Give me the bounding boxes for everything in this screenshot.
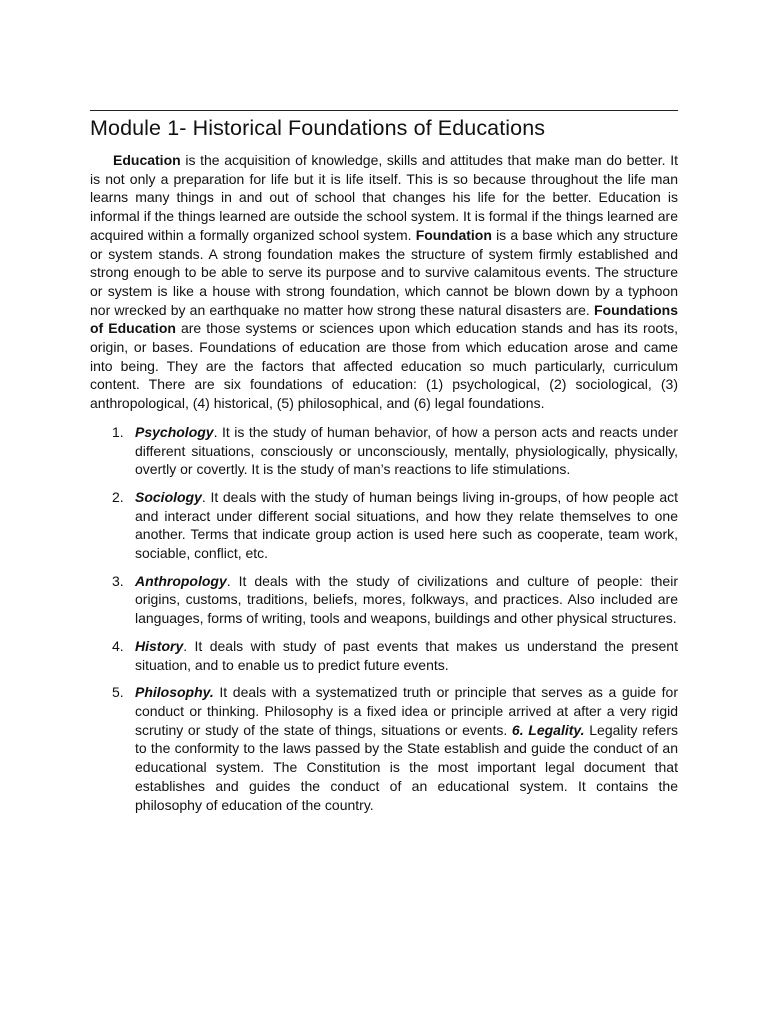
- term-foundations-of-education: Foundations of Education: [90, 301, 678, 337]
- list-item-sociology: [90, 488, 678, 563]
- term-education: Education: [113, 152, 181, 168]
- list-text: . It is the study of human behavior, of how a person acts and reacts under different situations, consciously or unconsciously, mentally, physiologically, physically, overtly or covertly. It is the study of man’s reactions to life stimulations.: [135, 423, 678, 478]
- list-text-legality: Legality refers to the conformity to the laws passed by the State establish and guide the conduct of an educational system. The Constitution is the most important legal document that establishes and guides the conduct of an educational system. It contains the philosophy of education of the country.: [135, 721, 679, 813]
- top-rule: [90, 110, 678, 111]
- intro-paragraph: [90, 151, 678, 413]
- page-title: Module 1- Historical Foundations of Educations: [90, 116, 546, 140]
- list-item-psychology: [90, 423, 678, 479]
- list-number: 3.: [112, 572, 124, 589]
- list-term: Sociology: [135, 488, 202, 505]
- list-term: Anthropology: [135, 572, 227, 589]
- list-number: 4.: [112, 637, 124, 654]
- list-text: It deals with a systematized truth or principle that serves as a guide for conduct or thinking. Philosophy is a fixed idea or principle arrived at after a very rigid scrutiny or study of the state of things, situations or events.: [135, 684, 678, 738]
- list-term: History: [135, 637, 184, 654]
- list-text: . It deals with study of past events that makes us understand the present situation, and to enable us to predict future events.: [135, 637, 678, 673]
- intro-text-3: are those systems or sciences upon which education stands and has its roots, origin, or bases. Foundations of education are those from which education arose and came into being. They are the factors that affected education so much particularly, curriculum content. There are six foundations of education: (1) psychological, (2) sociological, (3) anthropological, (4) historical, (5) philosophical, and (6) legal foundations.: [90, 320, 678, 412]
- list-text: . It deals with the study of human beings living in-groups, of how people act and interact under different social situations, and how they relate themselves to one another. Terms that indicate group action is used here such as cooperate, team work, sociable, conflict, etc.: [135, 488, 678, 562]
- list-term: Psychology: [135, 423, 214, 440]
- foundations-list: [90, 423, 678, 814]
- list-number: 1.: [112, 423, 124, 440]
- list-item-history: [90, 637, 678, 674]
- list-term: Philosophy.: [135, 684, 214, 701]
- list-text: . It deals with the study of civilizations and culture of people: their origins, customs, traditions, beliefs, mores, folkways, and practices. Also included are languages, forms of writing, tools and weapons, buildings and other physical structures.: [135, 572, 678, 627]
- list-term-legality: 6. Legality.: [511, 721, 585, 738]
- list-item-philosophy: [90, 683, 678, 814]
- intro-text-2: is a base which any structure or system stands. A strong foundation makes the structure of system firmly established and strong enough to be able to serve its purpose and to survive calamitous events. The structure or system is like a house with strong foundation, which cannot be blown down by a typhoon nor wrecked by an earthquake no matter how strong these natural disasters are.: [90, 226, 679, 318]
- intro-text-1: is the acquisition of knowledge, skills and attitudes that make man do better. It is not only a preparation for life but it is life itself. This is so because throughout the life man learns many things in and out of school that changes his life for the better. Education is informal if the things learned are outside the school system. It is formal if the things learned are acquired within a formally organized school system.: [90, 152, 678, 243]
- list-number: 5.: [112, 684, 124, 701]
- list-item-anthropology: [90, 572, 678, 628]
- list-number: 2.: [112, 488, 124, 505]
- term-foundation: Foundation: [415, 226, 492, 243]
- document-page: [90, 110, 678, 823]
